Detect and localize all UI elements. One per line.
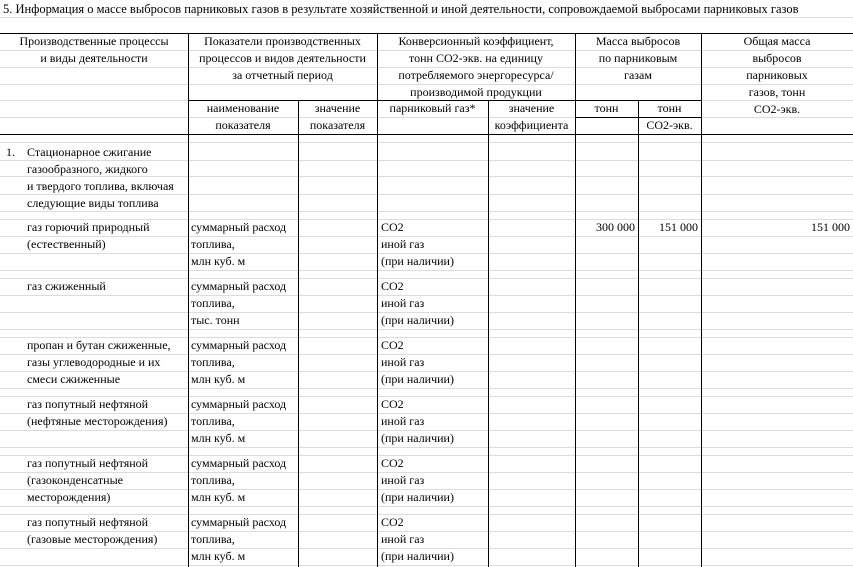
greenhouse-gas: (при наличии) xyxy=(381,490,454,504)
header-conversion-coefficient: тонн CO2-экв. на единицу xyxy=(409,51,543,65)
greenhouse-gas: CO2 xyxy=(381,515,404,529)
header-production-processes: и виды деятельности xyxy=(40,51,148,65)
greenhouse-gas: иной газ xyxy=(381,473,425,487)
greenhouse-gas: (при наличии) xyxy=(381,254,454,268)
header-indicators: за отчетный период xyxy=(232,68,333,82)
indicator-name: топлива, xyxy=(191,532,235,546)
section-label: Стационарное сжигание xyxy=(27,145,152,159)
greenhouse-gas: иной газ xyxy=(381,532,425,546)
indicator-name: млн куб. м xyxy=(191,549,246,563)
greenhouse-gas: CO2 xyxy=(381,338,404,352)
header-total-mass: парниковых xyxy=(746,68,808,82)
section-label: следующие виды топлива xyxy=(27,196,159,210)
greenhouse-gas: CO2 xyxy=(381,279,404,293)
mass-tonnes: 300 000 xyxy=(596,220,635,234)
indicator-name: млн куб. м xyxy=(191,254,246,268)
fuel-type-name: газ горючий природный xyxy=(27,220,150,234)
fuel-type-name: (газовые месторождения) xyxy=(27,532,158,546)
greenhouse-gas: CO2 xyxy=(381,397,404,411)
fuel-type-name: газ попутный нефтяной xyxy=(27,397,149,411)
indicator-name: млн куб. м xyxy=(191,431,246,445)
greenhouse-gas: CO2 xyxy=(381,220,404,234)
greenhouse-gas: (при наличии) xyxy=(381,313,454,327)
indicator-name: топлива, xyxy=(191,414,235,428)
greenhouse-gas: (при наличии) xyxy=(381,372,454,386)
greenhouse-gas: иной газ xyxy=(381,355,425,369)
section-label: газообразного, жидкого xyxy=(27,162,148,176)
greenhouse-gas: иной газ xyxy=(381,414,425,428)
section-number: 1. xyxy=(6,145,15,159)
indicator-name: млн куб. м xyxy=(191,372,246,386)
header-conversion-coefficient: Конверсионный коэффициент, xyxy=(398,34,554,48)
indicator-name: топлива, xyxy=(191,355,235,369)
header-indicators: процессов и видов деятельности xyxy=(199,51,366,65)
indicator-name: суммарный расход xyxy=(191,397,287,411)
header-production-processes: Производственные процессы xyxy=(19,34,169,48)
fuel-type-name: месторождения) xyxy=(27,490,111,504)
indicator-name: суммарный расход xyxy=(191,515,287,529)
greenhouse-gas: иной газ xyxy=(381,237,425,251)
fuel-type-name: смеси сжиженные xyxy=(27,372,121,386)
header-conversion-coefficient: производимой продукции xyxy=(410,85,542,99)
fuel-type-name: пропан и бутан сжиженные, xyxy=(27,338,171,352)
greenhouse-gas: иной газ xyxy=(381,296,425,310)
fuel-type-name: газы углеводородные и их xyxy=(27,355,161,369)
fuel-type-name: (газоконденсатные xyxy=(27,473,123,487)
header-total-mass: газов, тонн xyxy=(748,85,806,99)
section-label: и твердого топлива, включая xyxy=(27,179,174,193)
fuel-type-name: газ попутный нефтяной xyxy=(27,456,149,470)
subheader-tonnes-co2eq: CO2-экв. xyxy=(646,118,693,132)
header-total-mass: Общая масса xyxy=(743,34,811,48)
header-emission-mass: по парниковым xyxy=(598,51,678,65)
subheader-coefficient-value: коэффициента xyxy=(494,118,569,132)
fuel-type-name: (нефтяные месторождения) xyxy=(27,414,168,428)
subheader-indicator-value: показателя xyxy=(309,118,366,132)
header-total-mass: CO2-экв. xyxy=(753,102,801,116)
header-total-mass: выбросов xyxy=(752,51,802,65)
header-emission-mass: газам xyxy=(624,68,652,82)
subheader-coefficient-value: значение xyxy=(508,101,555,115)
subheader-indicator-name: показателя xyxy=(215,118,271,132)
subheader-indicator-value: значение xyxy=(314,101,361,115)
total-mass: 151 000 xyxy=(811,220,850,234)
subheader-tonnes: тонн xyxy=(594,101,619,115)
indicator-name: млн куб. м xyxy=(191,490,246,504)
header-conversion-coefficient: потребляемого энергоресурса/ xyxy=(398,68,554,82)
fuel-type-name: газ сжиженный xyxy=(27,279,106,293)
indicator-name: тыс. тонн xyxy=(191,313,240,327)
header-indicators: Показатели производственных xyxy=(204,34,361,48)
mass-tonnes-co2eq: 151 000 xyxy=(659,220,698,234)
indicator-name: топлива, xyxy=(191,473,235,487)
report-title: 5. Информация о массе выбросов парниковых газов в результате хозяйственной и иной деятельности, сопровождаемой выбросами парниковых газов xyxy=(3,2,799,16)
indicator-name: суммарный расход xyxy=(191,456,287,470)
greenhouse-gas: (при наличии) xyxy=(381,549,454,563)
subheader-indicator-name: наименование xyxy=(206,101,280,115)
indicator-name: суммарный расход xyxy=(191,220,287,234)
indicator-name: суммарный расход xyxy=(191,338,287,352)
subheader-tonnes-co2eq: тонн xyxy=(657,101,682,115)
fuel-type-name: (естественный) xyxy=(27,237,106,251)
subheader-greenhouse-gas: парниковый газ* xyxy=(389,101,476,115)
greenhouse-gas: CO2 xyxy=(381,456,404,470)
fuel-type-name: газ попутный нефтяной xyxy=(27,515,149,529)
indicator-name: суммарный расход xyxy=(191,279,287,293)
indicator-name: топлива, xyxy=(191,296,235,310)
greenhouse-gas: (при наличии) xyxy=(381,431,454,445)
header-emission-mass: Масса выбросов xyxy=(595,34,681,48)
indicator-name: топлива, xyxy=(191,237,235,251)
